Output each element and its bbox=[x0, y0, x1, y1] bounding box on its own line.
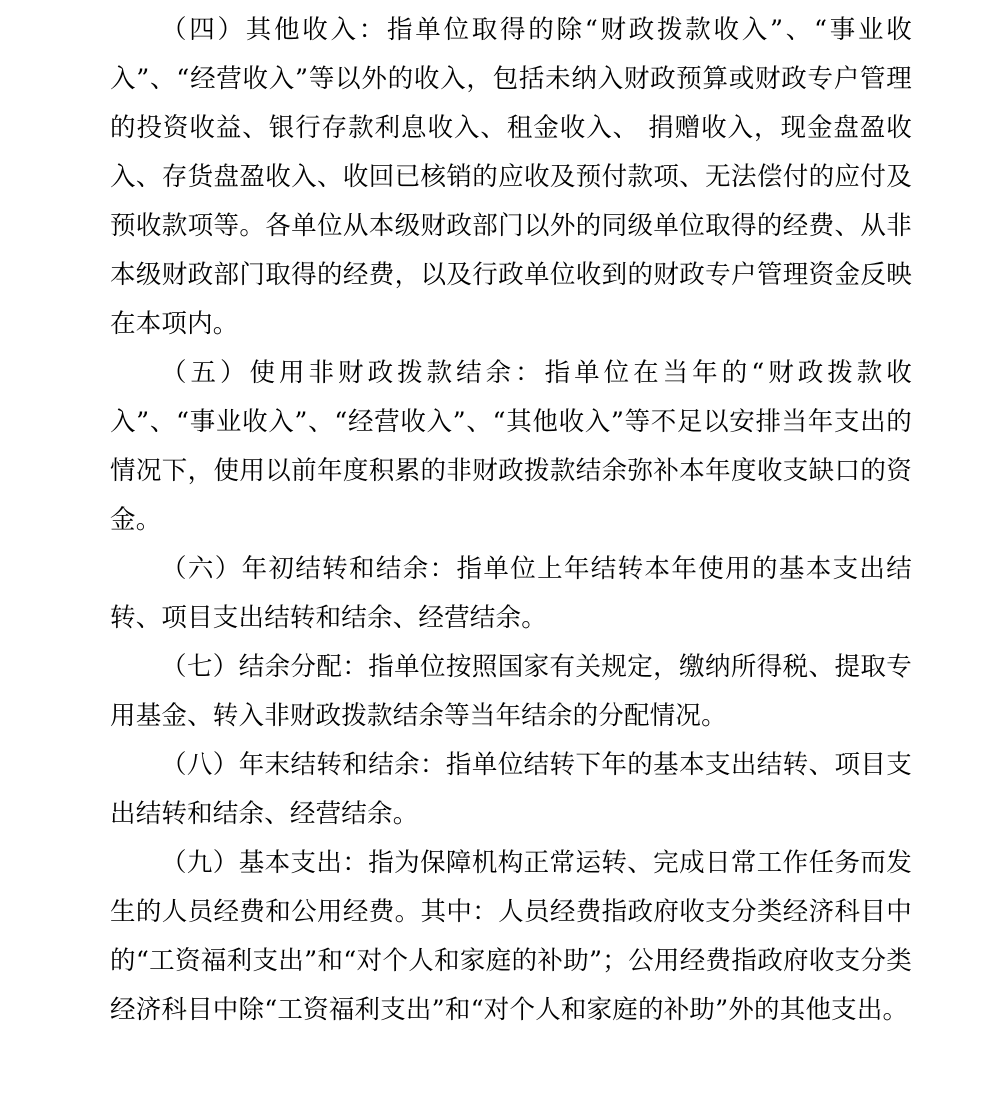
paragraph-item-6: （六）年初结转和结余：指单位上年结转本年使用的基本支出结转、项目支出结转和结余、经营结余。 bbox=[110, 554, 912, 633]
paragraph-item-9: （九）基本支出：指为保障机构正常运转、完成日常工作任务而发生的人员经费和公用经费。其中：人员经费指政府收支分类经济科目中的“工资福利支出”和“对个人和家庭的补助”；公用经费指政府收支分类经济科目中除“工资福利支出”和“对个人和家庭的补助”外的其他支出。 bbox=[110, 848, 912, 1025]
paragraph-item-8: （八）年末结转和结余：指单位结转下年的基本支出结转、项目支出结转和结余、经营结余。 bbox=[110, 750, 912, 829]
paragraph-item-7: （七）结余分配：指单位按照国家有关规定，缴纳所得税、提取专用基金、转入非财政拨款结余等当年结余的分配情况。 bbox=[110, 652, 912, 731]
paragraph-item-4: （四）其他收入：指单位取得的除“财政拨款收入”、“事业收入”、“经营收入”等以外的收入，包括未纳入财政预算或财政专户管理的投资收益、银行存款利息收入、租金收入、 捐赠收入，现金盘盈收入、存货盘盈收入、收回已核销的应收及预付款项、无法偿付的应付及预收款项等。各单位从本级财政部门以外的同级单位取得的经费、从非 本级财政部门取得的经费，以及行政单位收到的财政专户管理资金反映在本项内。 bbox=[110, 15, 912, 339]
paragraph-item-5: （五）使用非财政拨款结余：指单位在当年的“财政拨款收入”、“事业收入”、“经营收入”、“其他收入”等不足以安排当年支出的情况下，使用以前年度积累的非财政拨款结余弥补本年度收支缺口的资金。 bbox=[110, 358, 912, 535]
